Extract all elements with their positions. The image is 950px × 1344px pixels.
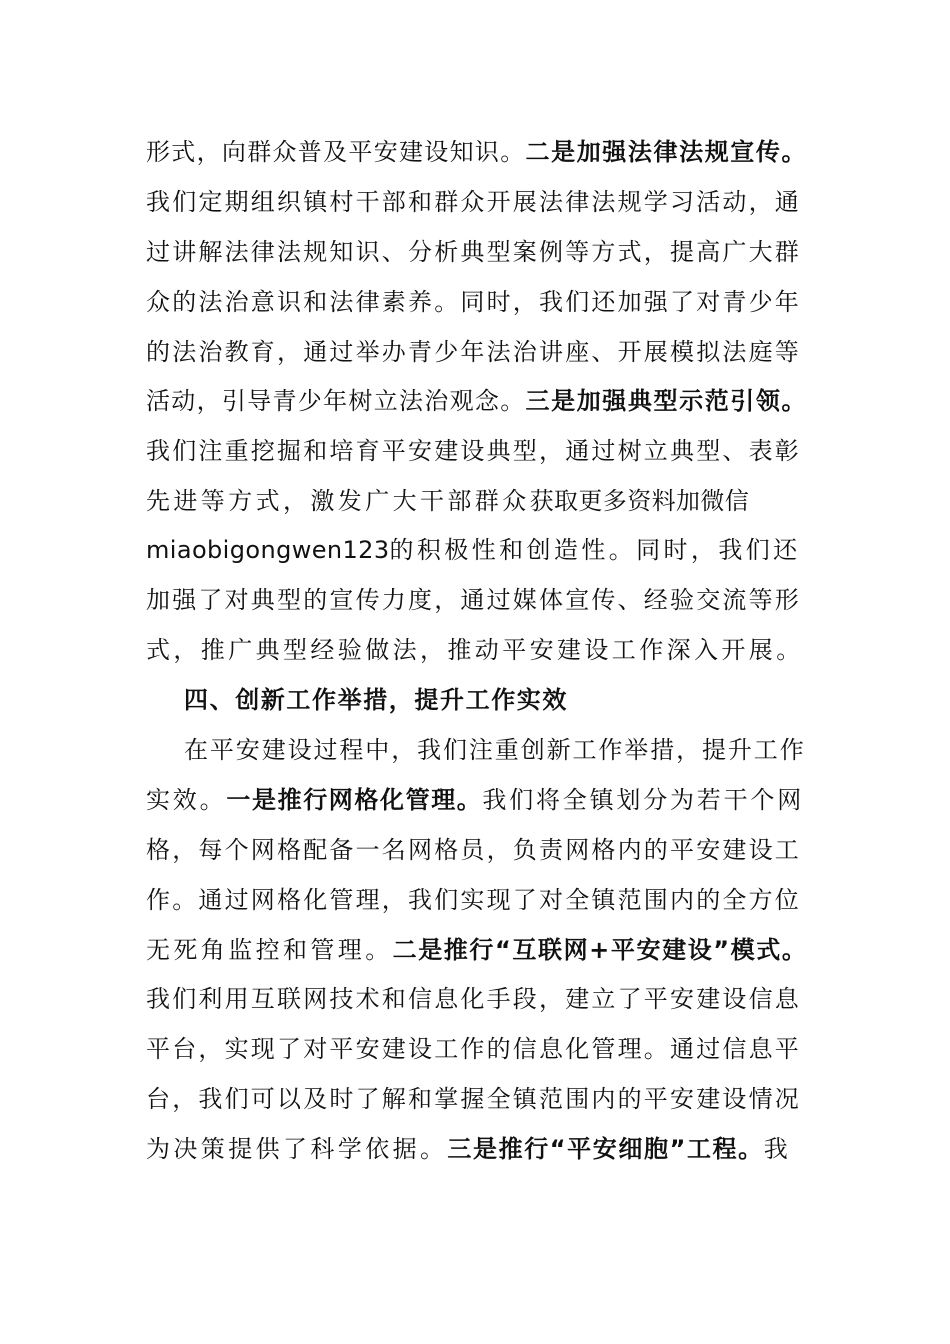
text-line bbox=[146, 376, 806, 426]
text-line bbox=[146, 426, 806, 476]
text-line bbox=[146, 974, 806, 1024]
text-segment: 我们注重挖掘和培育平安建设典型，通过树立典型、表彰 bbox=[146, 437, 801, 465]
watermark-text: miaobigongwen123 bbox=[146, 536, 390, 564]
text-line bbox=[146, 575, 806, 625]
text-line bbox=[146, 1074, 806, 1124]
text-segment: 平台，实现了对平安建设工作的信息化管理。通过信息平 bbox=[146, 1035, 801, 1063]
text-segment: 的积极性和创造性。同时，我们还 bbox=[389, 536, 801, 564]
text-line bbox=[146, 775, 806, 825]
bold-heading: 二是加强法律法规宣传。 bbox=[525, 138, 808, 166]
bold-heading: 一是推行网格化管理。 bbox=[226, 786, 483, 814]
watermark-text: 获取更多资料加微信 bbox=[529, 487, 750, 515]
text-line bbox=[146, 825, 806, 875]
text-segment: 我们将全镇划分为若干个网 bbox=[482, 786, 805, 814]
bold-heading: 二是推行“互联网+平安建设”模式。 bbox=[392, 936, 808, 964]
text-line bbox=[146, 525, 806, 575]
text-line bbox=[146, 327, 806, 377]
text-line bbox=[146, 227, 806, 277]
text-line bbox=[146, 277, 806, 327]
text-line bbox=[146, 625, 806, 675]
bold-heading: 四、创新工作举措，提升工作实效 bbox=[184, 686, 568, 714]
text-segment: 在平安建设过程中，我们注重创新工作举措，提升工作 bbox=[184, 736, 806, 764]
text-segment: 加强了对典型的宣传力度，通过媒体宣传、经验交流等形 bbox=[146, 586, 801, 614]
section-heading bbox=[184, 675, 806, 725]
text-segment: 我 bbox=[763, 1135, 792, 1163]
text-line bbox=[184, 725, 806, 775]
text-segment: 格，每个网格配备一名网格员，负责网格内的平安建设工 bbox=[146, 836, 801, 864]
bold-heading: 三是推行“平安细胞”工程。 bbox=[447, 1135, 764, 1163]
text-line bbox=[146, 177, 806, 227]
text-segment: 作。通过网格化管理，我们实现了对全镇范围内的全方位 bbox=[146, 886, 801, 914]
text-segment: 活动，引导青少年树立法治观念。 bbox=[146, 387, 526, 415]
text-line bbox=[146, 925, 806, 975]
bold-heading: 三是加强典型示范引领。 bbox=[525, 387, 808, 415]
text-segment: 众的法治意识和法律素养。同时，我们还加强了对青少年 bbox=[146, 288, 801, 316]
text-segment: 无死角监控和管理。 bbox=[146, 936, 393, 964]
text-segment: 先进等方式，激发广大干部群众 bbox=[146, 487, 530, 515]
text-line bbox=[146, 875, 806, 925]
text-segment: 我们利用互联网技术和信息化手段，建立了平安建设信息 bbox=[146, 985, 801, 1013]
text-segment: 我们定期组织镇村干部和群众开展法律法规学习活动，通 bbox=[146, 188, 801, 216]
text-line bbox=[146, 1024, 806, 1074]
text-segment: 形式，向群众普及平安建设知识。 bbox=[146, 138, 526, 166]
text-segment: 实效。 bbox=[146, 786, 227, 814]
text-segment: 过讲解法律法规知识、分析典型案例等方式，提高广大群 bbox=[146, 238, 801, 266]
text-line bbox=[146, 127, 806, 177]
text-segment: 台，我们可以及时了解和掌握全镇范围内的平安建设情况 bbox=[146, 1085, 801, 1113]
text-segment: 式，推广典型经验做法，推动平安建设工作深入开展。 bbox=[146, 636, 804, 664]
text-segment: 的法治教育，通过举办青少年法治讲座、开展模拟法庭等 bbox=[146, 338, 801, 366]
text-segment: 为决策提供了科学依据。 bbox=[146, 1135, 448, 1163]
text-line bbox=[146, 476, 806, 526]
text-line bbox=[146, 1124, 806, 1174]
